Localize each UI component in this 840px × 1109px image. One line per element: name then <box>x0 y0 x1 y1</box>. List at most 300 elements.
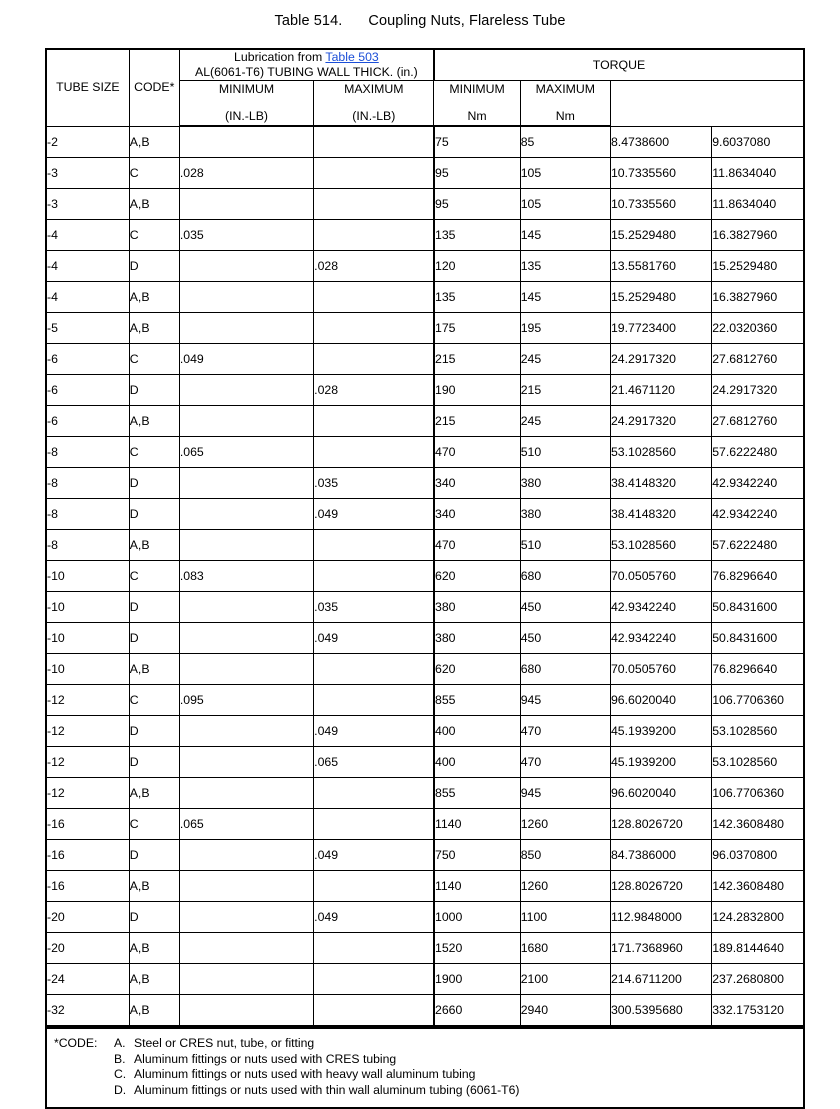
cell-torque-max-nm: 189.8144640 <box>712 933 804 964</box>
cell-torque-min-inlb: 135 <box>434 220 520 251</box>
cell-torque-min-nm: 21.4671120 <box>610 375 711 406</box>
cell-code: A,B <box>129 933 179 964</box>
cell-heavy-wall-thickness <box>179 499 313 530</box>
header-lubrication-prefix: Lubrication from <box>234 50 326 64</box>
footnote-text: Aluminum fittings or nuts used with heavy wall aluminum tubing <box>134 1067 476 1081</box>
cell-torque-max-inlb: 85 <box>520 126 610 158</box>
cell-tube-size: -4 <box>46 282 129 313</box>
cell-tube-size: -8 <box>46 530 129 561</box>
header-max-nm-label: MAXIMUM <box>535 82 596 96</box>
header-lubrication-group <box>179 49 434 81</box>
cell-torque-max-inlb: 450 <box>520 623 610 654</box>
cell-code: D <box>129 468 179 499</box>
table-head <box>46 49 804 126</box>
cell-torque-max-inlb: 380 <box>520 468 610 499</box>
header-min-nm-label: MINIMUM <box>449 82 505 96</box>
table-container <box>45 48 805 1109</box>
cell-torque-min-inlb: 135 <box>434 282 520 313</box>
cell-torque-max-nm: 50.8431600 <box>712 592 804 623</box>
cell-torque-min-inlb: 400 <box>434 716 520 747</box>
cell-code: D <box>129 902 179 933</box>
cell-thin-wall-thickness <box>314 933 434 964</box>
cell-torque-max-inlb: 450 <box>520 592 610 623</box>
table-row <box>46 561 804 592</box>
cell-torque-max-inlb: 215 <box>520 375 610 406</box>
cell-torque-min-nm: 24.2917320 <box>610 344 711 375</box>
cell-torque-max-inlb: 470 <box>520 716 610 747</box>
cell-torque-max-inlb: 680 <box>520 561 610 592</box>
cell-heavy-wall-thickness <box>179 530 313 561</box>
footnote-letter: C. <box>114 1067 127 1081</box>
cell-torque-max-nm: 96.0370800 <box>712 840 804 871</box>
table-row <box>46 809 804 840</box>
table-row <box>46 468 804 499</box>
cell-torque-max-nm: 53.1028560 <box>712 747 804 778</box>
header-min-nm <box>434 81 520 127</box>
footnote-item <box>54 1067 797 1083</box>
cell-torque-min-inlb: 215 <box>434 344 520 375</box>
cell-torque-max-nm: 106.7706360 <box>712 685 804 716</box>
cell-torque-max-inlb: 945 <box>520 778 610 809</box>
header-lubrication-line2: AL(6061-T6) TUBING WALL THICK. (in.) <box>195 65 418 79</box>
cell-torque-min-nm: 70.0505760 <box>610 561 711 592</box>
cell-heavy-wall-thickness <box>179 592 313 623</box>
cell-torque-min-inlb: 380 <box>434 592 520 623</box>
cell-torque-min-inlb: 620 <box>434 561 520 592</box>
cell-thin-wall-thickness <box>314 778 434 809</box>
cell-heavy-wall-thickness <box>179 902 313 933</box>
cell-torque-min-nm: 300.5395680 <box>610 995 711 1027</box>
cell-code: A,B <box>129 406 179 437</box>
table-row <box>46 747 804 778</box>
cell-tube-size: -4 <box>46 251 129 282</box>
cell-thin-wall-thickness: .049 <box>314 716 434 747</box>
cell-torque-min-nm: 96.6020040 <box>610 685 711 716</box>
cell-torque-min-nm: 112.9848000 <box>610 902 711 933</box>
cell-tube-size: -4 <box>46 220 129 251</box>
cell-tube-size: -20 <box>46 933 129 964</box>
cell-tube-size: -12 <box>46 747 129 778</box>
cell-heavy-wall-thickness <box>179 871 313 902</box>
cell-heavy-wall-thickness <box>179 840 313 871</box>
cell-tube-size: -6 <box>46 375 129 406</box>
cell-thin-wall-thickness <box>314 871 434 902</box>
cell-torque-max-inlb: 510 <box>520 437 610 468</box>
cell-torque-max-inlb: 380 <box>520 499 610 530</box>
table-row <box>46 189 804 220</box>
cell-torque-max-nm: 27.6812760 <box>712 344 804 375</box>
cell-heavy-wall-thickness: .095 <box>179 685 313 716</box>
table-row <box>46 375 804 406</box>
cell-torque-max-inlb: 1260 <box>520 809 610 840</box>
cell-torque-min-nm: 15.2529480 <box>610 282 711 313</box>
cell-tube-size: -5 <box>46 313 129 344</box>
cell-torque-min-inlb: 470 <box>434 437 520 468</box>
cell-tube-size: -3 <box>46 189 129 220</box>
cell-code: D <box>129 375 179 406</box>
header-min-nm-unit: Nm <box>467 109 487 123</box>
cell-torque-min-inlb: 855 <box>434 685 520 716</box>
cell-thin-wall-thickness: .049 <box>314 499 434 530</box>
cell-torque-min-nm: 53.1028560 <box>610 437 711 468</box>
footnote-item <box>54 1052 797 1068</box>
cell-code: A,B <box>129 778 179 809</box>
cell-code: A,B <box>129 282 179 313</box>
cell-thin-wall-thickness: .028 <box>314 251 434 282</box>
cell-torque-max-nm: 106.7706360 <box>712 778 804 809</box>
cell-heavy-wall-thickness <box>179 964 313 995</box>
cell-code: A,B <box>129 530 179 561</box>
cell-heavy-wall-thickness <box>179 251 313 282</box>
cell-thin-wall-thickness <box>314 995 434 1027</box>
table-row <box>46 499 804 530</box>
cell-heavy-wall-thickness <box>179 933 313 964</box>
cell-heavy-wall-thickness <box>179 623 313 654</box>
cell-torque-min-nm: 214.6711200 <box>610 964 711 995</box>
table-row <box>46 933 804 964</box>
cell-torque-min-inlb: 855 <box>434 778 520 809</box>
header-lubrication-line1 <box>180 50 433 65</box>
table-row <box>46 282 804 313</box>
footnote-indent <box>54 1052 114 1068</box>
cell-heavy-wall-thickness <box>179 995 313 1027</box>
cell-torque-max-nm: 16.3827960 <box>712 282 804 313</box>
cell-torque-min-inlb: 175 <box>434 313 520 344</box>
cell-torque-min-inlb: 380 <box>434 623 520 654</box>
cell-thin-wall-thickness <box>314 406 434 437</box>
cell-heavy-wall-thickness: .083 <box>179 561 313 592</box>
cell-heavy-wall-thickness <box>179 747 313 778</box>
cell-torque-min-nm: 24.2917320 <box>610 406 711 437</box>
cell-torque-min-nm: 19.7723400 <box>610 313 711 344</box>
cell-heavy-wall-thickness <box>179 282 313 313</box>
table-row <box>46 995 804 1027</box>
cell-thin-wall-thickness <box>314 561 434 592</box>
cell-code: A,B <box>129 654 179 685</box>
cell-heavy-wall-thickness <box>179 375 313 406</box>
cell-torque-max-inlb: 1100 <box>520 902 610 933</box>
cell-code: D <box>129 623 179 654</box>
header-max-nm-unit: Nm <box>555 109 575 123</box>
cell-tube-size: -12 <box>46 716 129 747</box>
footnote-letter: A. <box>114 1036 126 1050</box>
cell-tube-size: -8 <box>46 468 129 499</box>
cell-torque-max-nm: 11.8634040 <box>712 189 804 220</box>
cell-code: D <box>129 499 179 530</box>
cell-torque-min-inlb: 1000 <box>434 902 520 933</box>
cell-torque-max-inlb: 470 <box>520 747 610 778</box>
cell-torque-min-nm: 45.1939200 <box>610 716 711 747</box>
cell-tube-size: -10 <box>46 592 129 623</box>
footnote-list <box>54 1036 797 1098</box>
cell-thin-wall-thickness: .035 <box>314 468 434 499</box>
cell-heavy-wall-thickness: .049 <box>179 344 313 375</box>
footnote-text: Aluminum fittings or nuts used with thin wall aluminum tubing (6061-T6) <box>134 1082 520 1097</box>
cell-torque-max-inlb: 145 <box>520 282 610 313</box>
cell-code: C <box>129 685 179 716</box>
cell-thin-wall-thickness <box>314 126 434 158</box>
cell-heavy-wall-thickness <box>179 406 313 437</box>
footnote-indent <box>54 1083 114 1099</box>
cell-code: C <box>129 561 179 592</box>
table-row <box>46 654 804 685</box>
cell-thin-wall-thickness: .065 <box>314 747 434 778</box>
cell-heavy-wall-thickness <box>179 778 313 809</box>
footnote-indent <box>54 1067 114 1083</box>
cell-thin-wall-thickness: .049 <box>314 840 434 871</box>
cell-torque-max-nm: 124.2832800 <box>712 902 804 933</box>
table-row <box>46 126 804 158</box>
cell-torque-max-nm: 15.2529480 <box>712 251 804 282</box>
cell-torque-max-nm: 57.6222480 <box>712 530 804 561</box>
cell-code: D <box>129 251 179 282</box>
table-row <box>46 840 804 871</box>
table-row <box>46 685 804 716</box>
footnote-heading: *CODE: <box>54 1036 98 1050</box>
cell-torque-min-inlb: 750 <box>434 840 520 871</box>
cell-thin-wall-thickness <box>314 437 434 468</box>
cell-torque-min-inlb: 120 <box>434 251 520 282</box>
header-max-nm <box>520 81 610 127</box>
cell-code: C <box>129 437 179 468</box>
cell-thin-wall-thickness <box>314 220 434 251</box>
table-row <box>46 964 804 995</box>
cell-thin-wall-thickness <box>314 530 434 561</box>
cell-tube-size: -16 <box>46 809 129 840</box>
cell-tube-size: -8 <box>46 437 129 468</box>
cell-thin-wall-thickness: .049 <box>314 902 434 933</box>
coupling-nuts-table <box>45 48 805 1027</box>
cell-torque-max-nm: 11.8634040 <box>712 158 804 189</box>
header-tube-size: TUBE SIZE <box>46 49 129 126</box>
cell-torque-max-inlb: 1680 <box>520 933 610 964</box>
cell-torque-min-nm: 70.0505760 <box>610 654 711 685</box>
cell-thin-wall-thickness <box>314 313 434 344</box>
cell-torque-min-inlb: 190 <box>434 375 520 406</box>
cell-torque-max-nm: 42.9342240 <box>712 468 804 499</box>
cell-torque-min-nm: 38.4148320 <box>610 499 711 530</box>
cell-torque-min-nm: 171.7368960 <box>610 933 711 964</box>
cell-torque-max-nm: 142.3608480 <box>712 809 804 840</box>
cell-code: D <box>129 716 179 747</box>
cell-code: A,B <box>129 995 179 1027</box>
cell-torque-max-nm: 332.1753120 <box>712 995 804 1027</box>
cell-torque-max-inlb: 245 <box>520 344 610 375</box>
table-row <box>46 530 804 561</box>
cell-tube-size: -2 <box>46 126 129 158</box>
cell-torque-min-nm: 96.6020040 <box>610 778 711 809</box>
cell-thin-wall-thickness <box>314 282 434 313</box>
header-max-inlb <box>314 81 434 127</box>
cell-heavy-wall-thickness <box>179 189 313 220</box>
header-max-inlb-label: MAXIMUM <box>344 82 404 96</box>
cell-tube-size: -12 <box>46 685 129 716</box>
cell-torque-min-nm: 42.9342240 <box>610 623 711 654</box>
cell-torque-min-inlb: 215 <box>434 406 520 437</box>
cell-thin-wall-thickness <box>314 344 434 375</box>
cell-tube-size: -32 <box>46 995 129 1027</box>
table-row <box>46 251 804 282</box>
cell-tube-size: -3 <box>46 158 129 189</box>
cell-torque-max-inlb: 2100 <box>520 964 610 995</box>
cell-torque-max-inlb: 850 <box>520 840 610 871</box>
cell-code: C <box>129 158 179 189</box>
cell-thin-wall-thickness: .028 <box>314 375 434 406</box>
table-row <box>46 623 804 654</box>
cell-heavy-wall-thickness: .065 <box>179 437 313 468</box>
cell-heavy-wall-thickness <box>179 126 313 158</box>
cell-tube-size: -10 <box>46 623 129 654</box>
cell-torque-min-inlb: 620 <box>434 654 520 685</box>
cell-code: A,B <box>129 964 179 995</box>
cell-torque-max-nm: 142.3608480 <box>712 871 804 902</box>
cell-torque-min-nm: 15.2529480 <box>610 220 711 251</box>
table-row <box>46 344 804 375</box>
cell-thin-wall-thickness: .035 <box>314 592 434 623</box>
cell-torque-min-nm: 38.4148320 <box>610 468 711 499</box>
table-row <box>46 313 804 344</box>
cell-tube-size: -10 <box>46 654 129 685</box>
cell-torque-max-inlb: 195 <box>520 313 610 344</box>
table-caption: Coupling Nuts, Flareless Tube <box>368 13 566 29</box>
cell-thin-wall-thickness <box>314 809 434 840</box>
header-torque-group: TORQUE <box>434 49 804 81</box>
table-row <box>46 220 804 251</box>
cell-tube-size: -20 <box>46 902 129 933</box>
cell-code: D <box>129 592 179 623</box>
cell-code: A,B <box>129 126 179 158</box>
cell-torque-max-nm: 76.8296640 <box>712 561 804 592</box>
cell-torque-max-inlb: 245 <box>520 406 610 437</box>
table-row <box>46 437 804 468</box>
cell-tube-size: -8 <box>46 499 129 530</box>
cell-torque-min-nm: 128.8026720 <box>610 871 711 902</box>
cell-torque-min-inlb: 1520 <box>434 933 520 964</box>
cell-tube-size: -24 <box>46 964 129 995</box>
cell-code: D <box>129 747 179 778</box>
footnote-letter: B. <box>114 1051 126 1066</box>
cell-thin-wall-thickness <box>314 189 434 220</box>
cell-heavy-wall-thickness <box>179 468 313 499</box>
cell-heavy-wall-thickness <box>179 654 313 685</box>
cell-torque-min-nm: 45.1939200 <box>610 747 711 778</box>
cell-torque-min-inlb: 75 <box>434 126 520 158</box>
cell-torque-min-nm: 53.1028560 <box>610 530 711 561</box>
cell-torque-min-nm: 84.7386000 <box>610 840 711 871</box>
cell-code: A,B <box>129 189 179 220</box>
header-min-inlb <box>179 81 313 127</box>
cell-code: C <box>129 344 179 375</box>
cell-torque-max-nm: 27.6812760 <box>712 406 804 437</box>
header-min-inlb-unit: (IN.-LB) <box>224 109 269 123</box>
cell-tube-size: -12 <box>46 778 129 809</box>
cell-code: C <box>129 809 179 840</box>
cell-thin-wall-thickness <box>314 654 434 685</box>
header-code: CODE* <box>129 49 179 126</box>
table-number: Table 514. <box>274 13 343 29</box>
cell-torque-max-nm: 16.3827960 <box>712 220 804 251</box>
cell-torque-min-inlb: 340 <box>434 468 520 499</box>
cell-thin-wall-thickness <box>314 685 434 716</box>
cell-tube-size: -16 <box>46 840 129 871</box>
cell-heavy-wall-thickness: .028 <box>179 158 313 189</box>
cell-torque-max-inlb: 510 <box>520 530 610 561</box>
cell-torque-min-inlb: 95 <box>434 189 520 220</box>
cell-torque-min-inlb: 340 <box>434 499 520 530</box>
cell-torque-max-nm: 53.1028560 <box>712 716 804 747</box>
table-row <box>46 716 804 747</box>
cell-thin-wall-thickness: .049 <box>314 623 434 654</box>
footnote-item <box>54 1036 797 1052</box>
cell-torque-max-inlb: 2940 <box>520 995 610 1027</box>
cell-torque-min-inlb: 470 <box>434 530 520 561</box>
cell-code: C <box>129 220 179 251</box>
cell-torque-max-inlb: 680 <box>520 654 610 685</box>
cell-torque-min-inlb: 95 <box>434 158 520 189</box>
table-row <box>46 871 804 902</box>
header-max-inlb-unit: (IN.-LB) <box>352 109 396 123</box>
code-footnote <box>45 1027 805 1109</box>
table-row <box>46 778 804 809</box>
cell-torque-max-nm: 9.6037080 <box>712 126 804 158</box>
header-row-top <box>46 49 804 81</box>
cell-torque-min-inlb: 1140 <box>434 809 520 840</box>
cell-torque-max-nm: 57.6222480 <box>712 437 804 468</box>
cell-tube-size: -16 <box>46 871 129 902</box>
cell-torque-min-inlb: 400 <box>434 747 520 778</box>
cell-torque-max-inlb: 105 <box>520 189 610 220</box>
cell-torque-max-inlb: 945 <box>520 685 610 716</box>
cell-torque-min-nm: 13.5581760 <box>610 251 711 282</box>
footnote-text: Steel or CRES nut, tube, or fitting <box>134 1036 315 1050</box>
cell-code: D <box>129 840 179 871</box>
table-title <box>0 13 840 29</box>
cell-heavy-wall-thickness: .065 <box>179 809 313 840</box>
footnote-item <box>54 1083 797 1099</box>
cell-torque-max-nm: 42.9342240 <box>712 499 804 530</box>
cell-code: A,B <box>129 871 179 902</box>
cell-tube-size: -6 <box>46 406 129 437</box>
cell-torque-max-inlb: 145 <box>520 220 610 251</box>
cell-code: A,B <box>129 313 179 344</box>
footnote-text: Aluminum fittings or nuts used with CRES tubing <box>134 1051 397 1066</box>
cell-torque-max-inlb: 135 <box>520 251 610 282</box>
cell-heavy-wall-thickness <box>179 313 313 344</box>
cell-torque-max-nm: 237.2680800 <box>712 964 804 995</box>
cell-tube-size: -10 <box>46 561 129 592</box>
table-503-link[interactable]: Table 503 <box>325 50 379 64</box>
cell-torque-min-nm: 42.9342240 <box>610 592 711 623</box>
table-row <box>46 158 804 189</box>
table-row <box>46 902 804 933</box>
table-row <box>46 406 804 437</box>
cell-torque-max-nm: 24.2917320 <box>712 375 804 406</box>
cell-torque-min-nm: 10.7335560 <box>610 158 711 189</box>
cell-torque-min-inlb: 1140 <box>434 871 520 902</box>
cell-heavy-wall-thickness <box>179 716 313 747</box>
cell-torque-max-inlb: 105 <box>520 158 610 189</box>
cell-heavy-wall-thickness: .035 <box>179 220 313 251</box>
cell-torque-max-nm: 76.8296640 <box>712 654 804 685</box>
cell-torque-min-inlb: 1900 <box>434 964 520 995</box>
cell-tube-size: -6 <box>46 344 129 375</box>
table-row <box>46 592 804 623</box>
cell-thin-wall-thickness <box>314 158 434 189</box>
cell-torque-min-nm: 10.7335560 <box>610 189 711 220</box>
cell-torque-min-inlb: 2660 <box>434 995 520 1027</box>
header-min-inlb-label: MINIMUM <box>218 82 275 96</box>
table-body <box>46 126 804 1026</box>
